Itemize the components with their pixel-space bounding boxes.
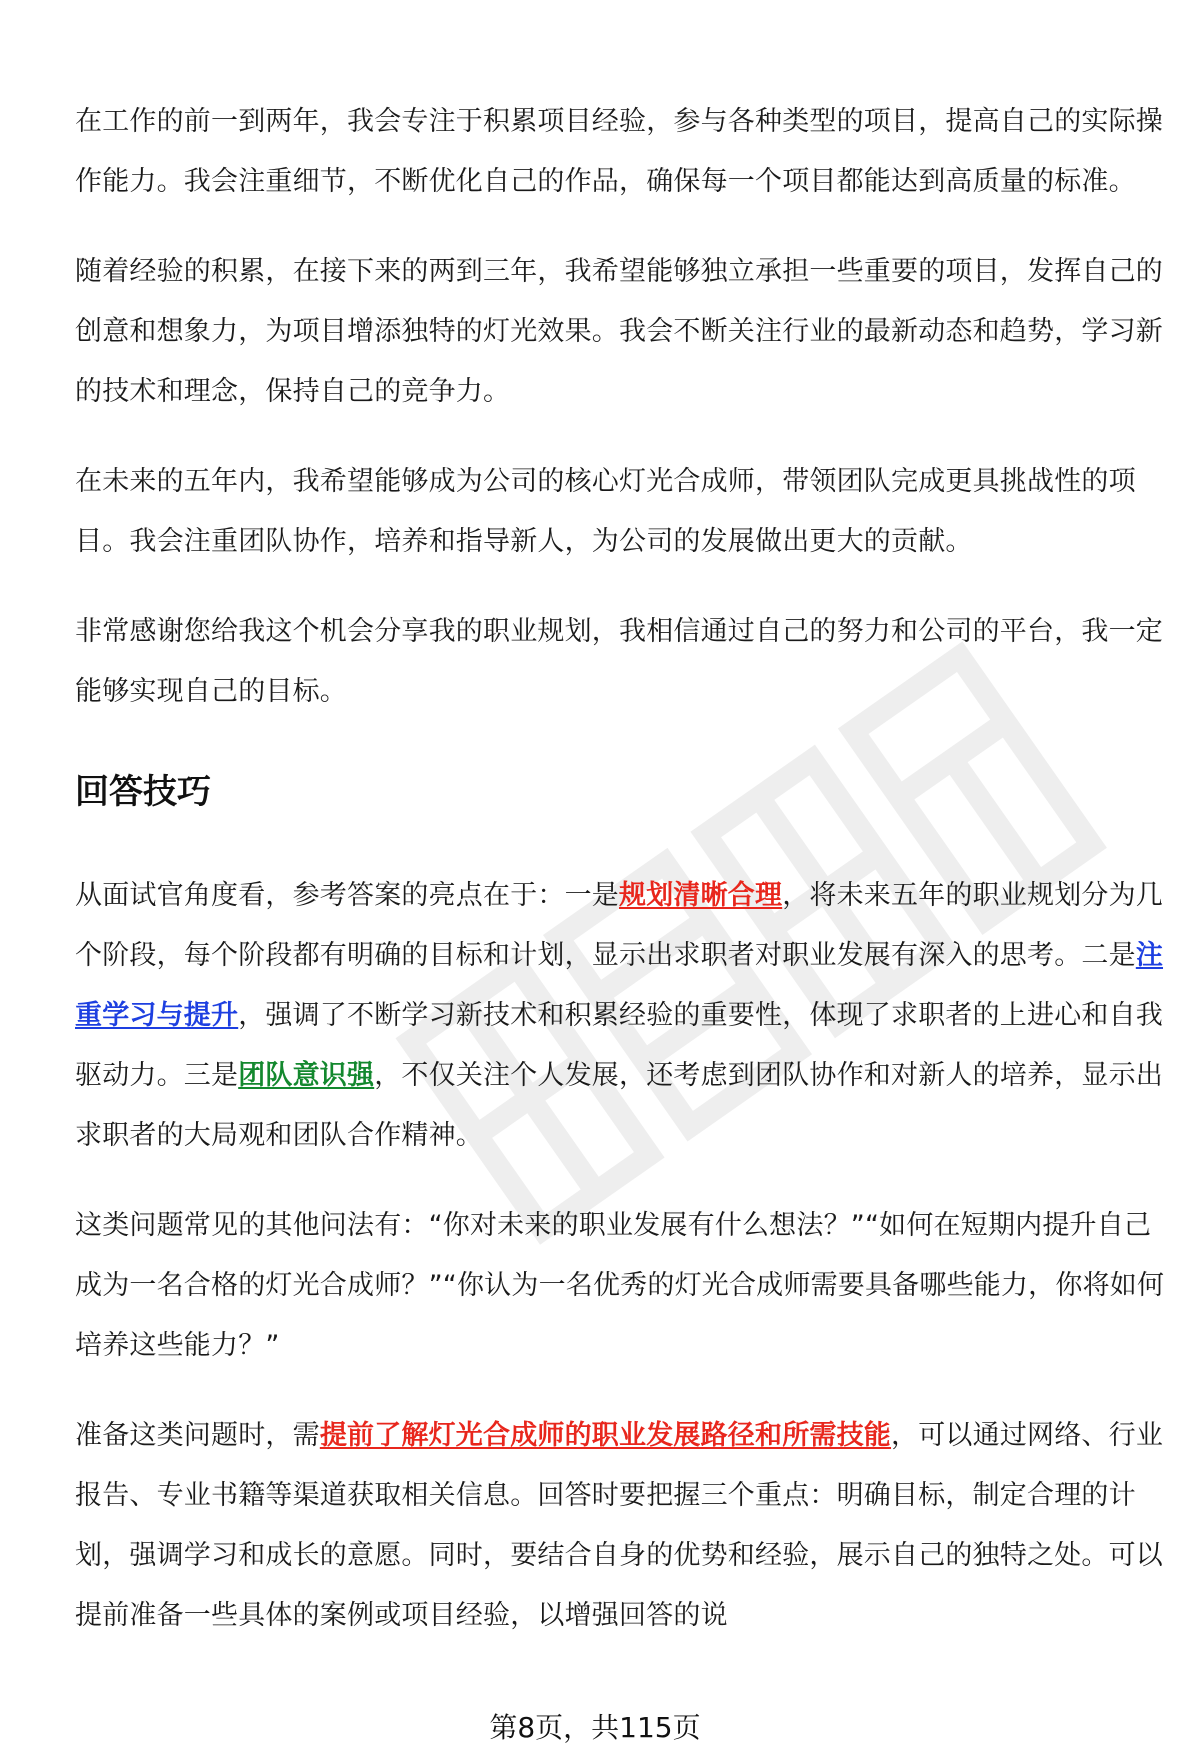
tips-text-segment: ，可以通过网络、行业报告、专业书籍等渠道获取相关信息。回答时要把握三个重点：明确目标，制定合理的计划，强调学习和成长的意愿。同时，要结合自身的优势和经验，展示自己的独特之处。可以提前准备一些具体的案例或项目经验，以增强回答的说 [75,1420,1164,1631]
tips-text-segment: ，不仅关注个人发展，还考虑到团队协作和对新人的培养，显示出求职者的大局观和团队合作精神。 [75,1060,1164,1151]
highlight-learning: 注重学习与提升 [75,940,1164,1031]
highlight-teamwork: 团队意识强 [238,1060,375,1091]
tips-text-segment: ，将未来五年的职业规划分为几个阶段，每个阶段都有明确的目标和计划，显示出求职者对职业发展有深入的思考。二是 [75,880,1164,971]
paragraph-4: 非常感谢您给我这个机会分享我的职业规划，我相信通过自己的努力和公司的平台，我一定能够实现自己的目标。 [75,616,1163,707]
tips-paragraph-1 [75,866,1165,1166]
paragraph-1: 在工作的前一到两年，我会专注于积累项目经验，参与各种类型的项目，提高自己的实际操作能力。我会注重细节，不断优化自己的作品，确保每一个项目都能达到高质量的标准。 [75,106,1163,197]
highlight-career-path: 提前了解灯光合成师的职业发展路径和所需技能 [319,1420,892,1451]
paragraph-2: 随着经验的积累，在接下来的两到三年，我希望能够独立承担一些重要的项目，发挥自己的创意和想象力，为项目增添独特的灯光效果。我会不断关注行业的最新动态和趋势，学习新的技术和理念，保持自己的竞争力。 [75,256,1163,407]
paragraph-3: 在未来的五年内，我希望能够成为公司的核心灯光合成师，带领团队完成更具挑战性的项目。我会注重团队协作，培养和指导新人，为公司的发展做出更大的贡献。 [75,466,1136,557]
tips-text-segment: 从面试官角度看，参考答案的亮点在于：一是 [75,880,619,911]
tips-text-segment: ，强调了不断学习新技术和积累经验的重要性，体现了求职者的上进心和自我驱动力。三是 [75,1000,1164,1091]
tips-text-segment: 准备这类问题时，需 [75,1420,320,1451]
highlight-planning: 规划清晰合理 [619,880,783,911]
tips-paragraph-3 [75,1406,1165,1646]
document-page [75,92,1165,1676]
page-number: 第8页，共115页 [489,1711,701,1744]
tips-paragraph-2: 这类问题常见的其他问法有：“你对未来的职业发展有什么想法？”“如何在短期内提升自己成为一名合格的灯光合成师？”“你认为一名优秀的灯光合成师需要具备哪些能力，你将如何培养这些能力？” [75,1210,1165,1361]
section-heading: 回答技巧 [75,772,211,812]
